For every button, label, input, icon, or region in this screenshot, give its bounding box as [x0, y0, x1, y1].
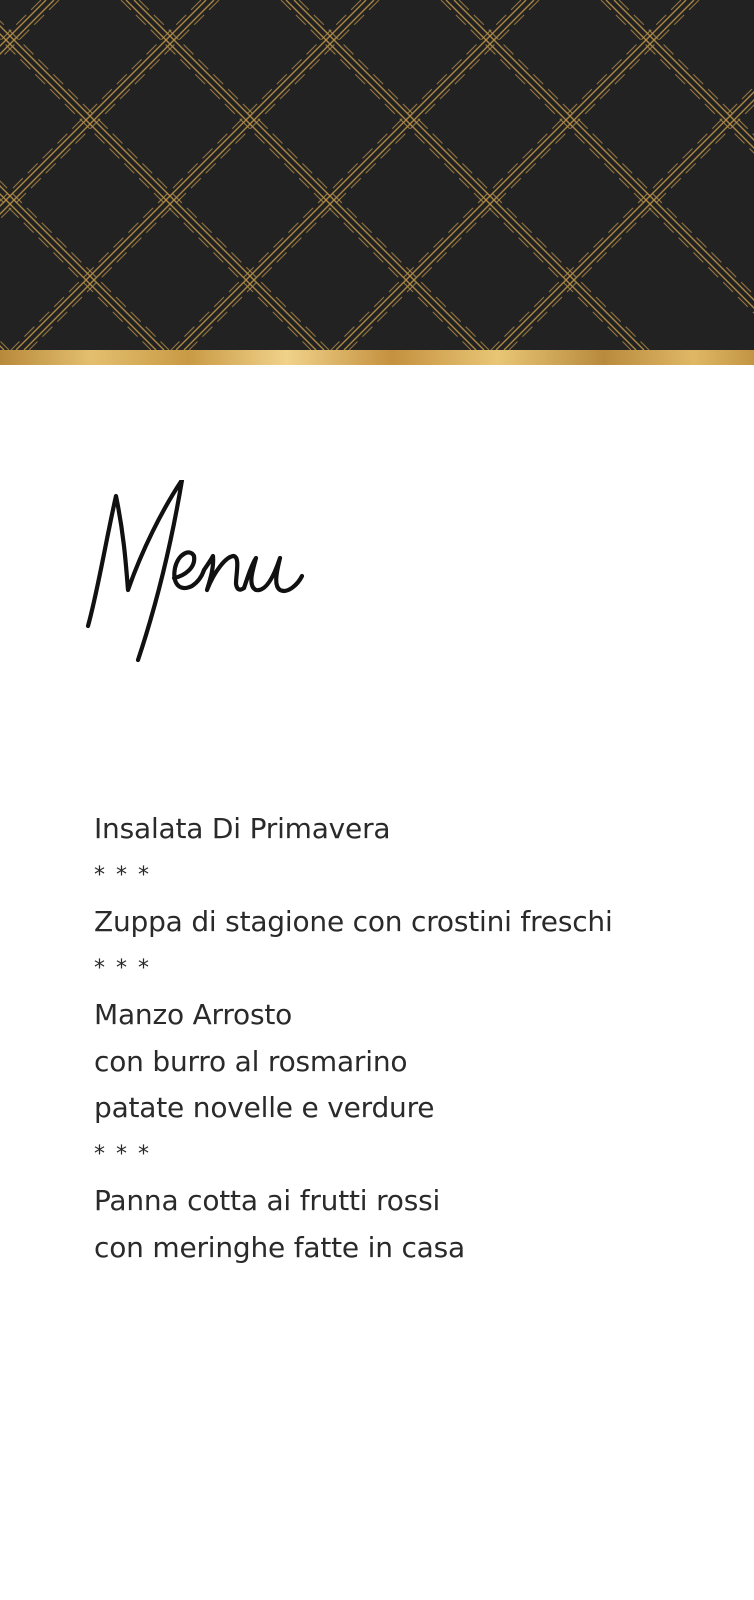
- menu-line: Manzo Arrosto: [94, 998, 293, 1031]
- menu-script-lettering: [80, 480, 340, 680]
- gold-foil-band: [0, 350, 754, 365]
- course-separator: * * *: [94, 1141, 151, 1167]
- menu-line: Insalata Di Primavera: [94, 812, 391, 845]
- menu-items-list: [94, 806, 734, 1271]
- menu-line: Panna cotta ai frutti rossi: [94, 1184, 441, 1217]
- menu-line: con burro al rosmarino: [94, 1044, 408, 1078]
- menu-line: patate novelle e verdure: [94, 1091, 435, 1124]
- decorative-header: [0, 0, 754, 350]
- course-separator: * * *: [94, 862, 151, 888]
- gold-lattice-pattern: [0, 0, 754, 350]
- menu-line: con meringhe fatte in casa: [94, 1230, 465, 1264]
- menu-title: [80, 480, 340, 680]
- course-separator: * * *: [94, 955, 151, 981]
- menu-line: Zuppa di stagione con crostini freschi: [94, 905, 613, 938]
